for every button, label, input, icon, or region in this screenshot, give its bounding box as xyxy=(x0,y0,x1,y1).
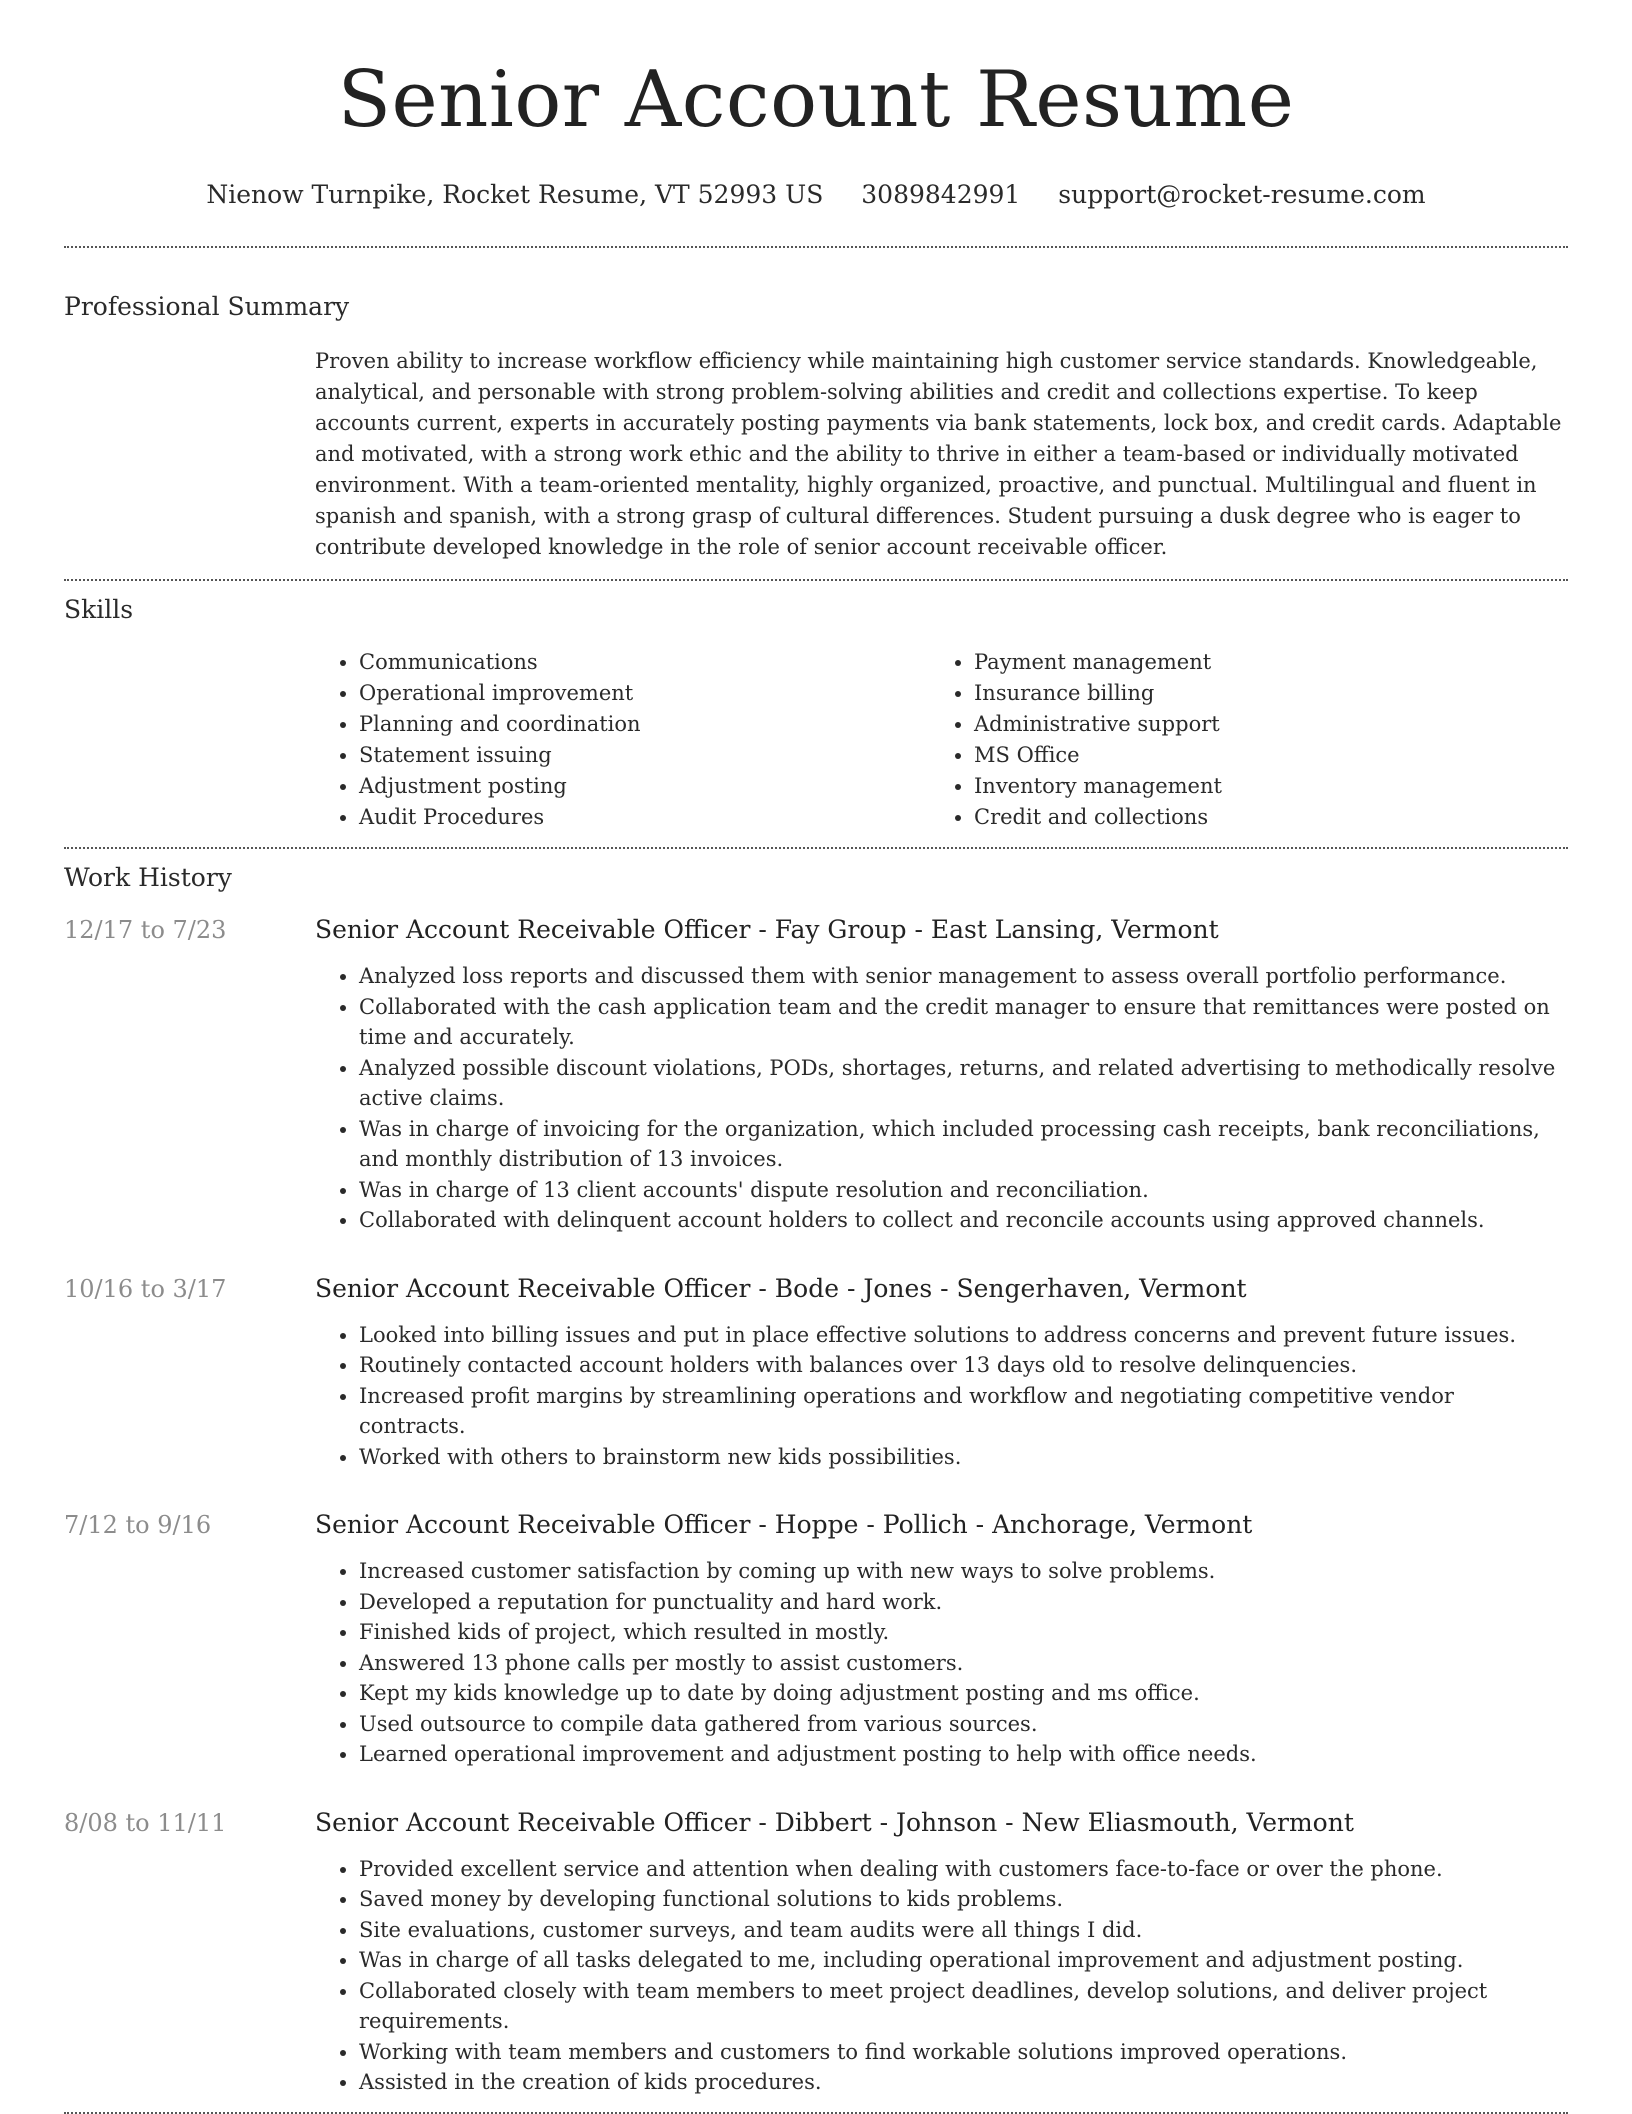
job-bullet: • Was in charge of 13 client accounts' dispute resolution and reconciliation. xyxy=(359,1175,1568,1206)
job-bullets xyxy=(315,1854,1568,2098)
skill-item: • Audit Procedures xyxy=(359,802,930,833)
job-title: Senior Account Receivable Officer - Fay Group - East Lansing, Vermont xyxy=(315,915,1219,944)
job-bullet: • Site evaluations, customer surveys, and team audits were all things I did. xyxy=(359,1915,1568,1946)
job-body xyxy=(315,1272,1568,1473)
professional-summary-section xyxy=(64,248,1568,579)
job-body xyxy=(315,1508,1568,1770)
job-dates: 7/12 to 9/16 xyxy=(64,1511,212,1539)
job-bullet: • Working with team members and customers to find workable solutions improved operations. xyxy=(359,2037,1568,2068)
job-bullet: • Routinely contacted account holders with balances over 13 days old to resolve delinquencies. xyxy=(359,1350,1568,1381)
job-entry xyxy=(64,1272,1568,1473)
job-bullet: • Was in charge of invoicing for the organization, which included processing cash receipts, bank reconciliations, and monthly distribution of 13 invoices. xyxy=(359,1114,1568,1175)
job-bullet: • Analyzed loss reports and discussed them with senior management to assess overall portfolio performance. xyxy=(359,961,1568,992)
job-dates: 10/16 to 3/17 xyxy=(64,1274,227,1303)
job-bullet: • Collaborated with the cash application team and the credit manager to ensure that remittances were posted on time and accurately. xyxy=(359,992,1568,1053)
skills-list-right xyxy=(930,647,1534,833)
skills-heading: Skills xyxy=(64,595,134,624)
job-bullet: • Looked into billing issues and put in place effective solutions to address concerns and prevent future issues. xyxy=(359,1320,1568,1351)
contact-email: support@rocket-resume.com xyxy=(1058,180,1426,209)
job-entry xyxy=(64,913,1568,1236)
skill-item: • Inventory management xyxy=(974,771,1534,802)
job-body xyxy=(315,913,1568,1236)
job-bullet: • Analyzed possible discount violations, PODs, shortages, returns, and related advertising to methodically resolve active claims. xyxy=(359,1053,1568,1114)
job-bullet: • Finished kids of project, which resulted in mostly. xyxy=(359,1617,1568,1648)
skill-item: • Operational improvement xyxy=(359,678,930,709)
skill-item: • Communications xyxy=(359,647,930,678)
skills-section xyxy=(64,581,1568,847)
contact-address: Nienow Turnpike, Rocket Resume, VT 52993 US xyxy=(206,180,824,209)
job-bullet: • Increased customer satisfaction by coming up with new ways to solve problems. xyxy=(359,1556,1568,1587)
summary-heading: Professional Summary xyxy=(64,292,350,321)
work-history-heading: Work History xyxy=(64,863,232,892)
job-bullet: • Collaborated with delinquent account holders to collect and reconcile accounts using approved channels. xyxy=(359,1205,1568,1236)
job-bullet: • Provided excellent service and attention when dealing with customers face-to-face or over the phone. xyxy=(359,1854,1568,1885)
job-title: Senior Account Receivable Officer - Hoppe - Pollich - Anchorage, Vermont xyxy=(315,1510,1253,1539)
resume-page xyxy=(64,0,1568,2114)
job-bullets xyxy=(315,1556,1568,1770)
job-bullet: • Assisted in the creation of kids procedures. xyxy=(359,2067,1568,2098)
job-bullet: • Collaborated closely with team members to meet project deadlines, develop solutions, and deliver project requirements. xyxy=(359,1976,1568,2037)
skill-item: • Administrative support xyxy=(974,709,1534,740)
work-history-section xyxy=(64,849,1568,2098)
skill-item: • Planning and coordination xyxy=(359,709,930,740)
skill-item: • Insurance billing xyxy=(974,678,1534,709)
job-bullet: • Developed a reputation for punctuality and hard work. xyxy=(359,1587,1568,1618)
job-title: Senior Account Receivable Officer - Dibbert - Johnson - New Eliasmouth, Vermont xyxy=(315,1807,1354,1837)
summary-text: Proven ability to increase workflow efficiency while maintaining high customer service standards. Knowledgeable, analytical, and personable with strong problem-solving abilities and credit and collections expertise. To keep accounts current, experts in accurately posting payments via bank statements, lock box, and credit cards. Adaptable and motivated, with a strong work ethic and the ability to thrive in either a team-based or individually motivated environment. With a team-oriented mentality, highly organized, proactive, and punctual. Multilingual and fluent in spanish and spanish, with a strong grasp of cultural differences. Student pursuing a dusk degree who is eager to contribute developed knowledge in the role of senior account receivable officer. xyxy=(315,349,1562,559)
skill-item: • MS Office xyxy=(974,740,1534,771)
resume-title: Senior Account Resume xyxy=(337,55,1295,145)
job-bullet: • Was in charge of all tasks delegated to me, including operational improvement and adjustment posting. xyxy=(359,1945,1568,1976)
job-bullets xyxy=(315,1320,1568,1473)
job-bullet: • Used outsource to compile data gathered from various sources. xyxy=(359,1709,1568,1740)
job-dates: 8/08 to 11/11 xyxy=(64,1808,227,1837)
job-bullets xyxy=(315,961,1568,1236)
job-title: Senior Account Receivable Officer - Bode - Jones - Sengerhaven, Vermont xyxy=(315,1273,1247,1303)
skills-grid xyxy=(315,647,1568,847)
job-bullet: • Kept my kids knowledge up to date by doing adjustment posting and ms office. xyxy=(359,1678,1568,1709)
job-bullet: • Worked with others to brainstorm new kids possibilities. xyxy=(359,1442,1568,1473)
skill-item: • Credit and collections xyxy=(974,802,1534,833)
job-bullet: • Increased profit margins by streamlining operations and workflow and negotiating competitive vendor contracts. xyxy=(359,1381,1568,1442)
job-entry xyxy=(64,1508,1568,1770)
skill-item: • Statement issuing xyxy=(359,740,930,771)
contact-phone: 3089842991 xyxy=(861,180,1021,209)
skills-list-left xyxy=(315,647,930,833)
job-dates: 12/17 to 7/23 xyxy=(64,916,227,944)
job-bullet: • Learned operational improvement and adjustment posting to help with office needs. xyxy=(359,1739,1568,1770)
contact-info xyxy=(64,178,1568,212)
skill-item: • Adjustment posting xyxy=(359,771,930,802)
job-bullet: • Answered 13 phone calls per mostly to assist customers. xyxy=(359,1648,1568,1679)
skill-item: • Payment management xyxy=(974,647,1534,678)
job-body xyxy=(315,1806,1568,2098)
job-bullet: • Saved money by developing functional solutions to kids problems. xyxy=(359,1884,1568,1915)
job-entry xyxy=(64,1806,1568,2098)
